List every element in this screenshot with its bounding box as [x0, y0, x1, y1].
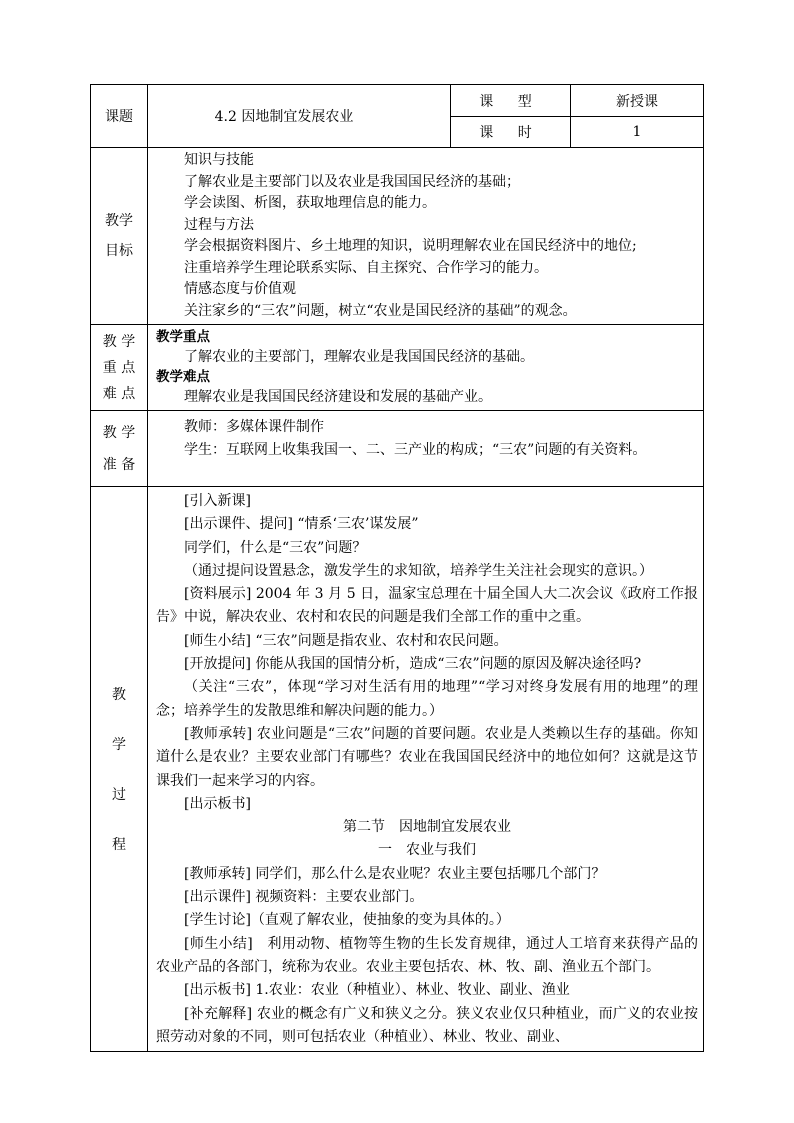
- process-paragraph: 第二节 因地制宜发展农业: [343, 819, 511, 836]
- goals-line: 过程与方法: [184, 216, 254, 233]
- focus-text: 了解农业的主要部门，理解农业是我国国民经济的基础。: [184, 349, 534, 365]
- process-paragraph: [开放提问] 你能从我国的国情分析，造成“三农”问题的原因及解决途径吗?: [184, 656, 642, 673]
- process-paragraph: [出示课件] 视频资料：主要农业部门。: [184, 889, 424, 906]
- prep-teacher: 教师：多媒体课件制作: [184, 419, 324, 435]
- goals-line: 注重培养学生理论联系实际、自主探究、合作学习的能力。: [184, 259, 548, 276]
- process-label-char: 程: [112, 837, 126, 854]
- lesson-title: 4.2 因地制宜发展农业: [148, 85, 451, 148]
- goals-line: 关注家乡的“三农”问题，树立“农业是国民经济的基础”的观念。: [184, 302, 577, 319]
- process-paragraph: （通过提问设置悬念，激发学生的求知欲，培养学生关注社会现实的意识。）: [184, 562, 653, 579]
- process-paragraph: [师生小结] “三农”问题是指农业、农村和农民问题。: [184, 632, 508, 649]
- goals-label-line1: 教学: [105, 213, 133, 229]
- process-paragraph: [出示课件、提问] “情系‘三农’谋发展”: [184, 516, 419, 533]
- goals-line: 学会根据资料图片、乡土地理的知识，说明理解农业在国民经济中的地位;: [184, 238, 637, 254]
- process-paragraph: [师生小结] 利用动物、植物等生物的生长发育规律，通过人工培育来获得产品的农业产品的各部门，统称为农业。农业主要包括农、林、牧、副、渔业五个部门。: [156, 935, 699, 975]
- process-label-char: 过: [112, 787, 126, 804]
- lesson-plan-table: [90, 84, 704, 1052]
- process-body: [156, 490, 698, 1049]
- prep-label-line2: 准 备: [102, 456, 136, 473]
- keypoints-label: [91, 325, 148, 411]
- process-paragraph: [资料展示] 2004 年 3 月 5 日，温家宝总理在十届全国人大二次会议《政府工作报告》中说，解决农业、农村和农民的问题是我们全部工作的重中之重。: [156, 586, 699, 626]
- goals-content: [148, 148, 704, 325]
- process-paragraph: 同学们，什么是“三农”问题？: [184, 539, 367, 556]
- goals-label-line2: 目标: [105, 243, 133, 259]
- process-paragraph: [引入新课]: [184, 493, 251, 509]
- prep-student: 学生：互联网上收集我国一、二、三产业的构成；“三农”问题的有关资料。: [184, 442, 647, 458]
- prep-label-line1: 教 学: [102, 424, 136, 441]
- process-paragraph: [学生讨论]（直观了解农业，使抽象的变为具体的。）: [184, 912, 510, 929]
- goals-label: [91, 148, 148, 325]
- process-content: [148, 487, 704, 1052]
- periods-value: 1: [571, 117, 704, 148]
- process-paragraph: [教师承转] 同学们，那么什么是农业呢？农业主要包括哪几个部门？: [184, 865, 606, 882]
- process-label-char: 学: [112, 737, 126, 754]
- goals-line: 情感态度与价值观: [184, 281, 296, 297]
- keypoints-label-line1: 教 学: [102, 333, 136, 350]
- goals-line: 知识与技能: [184, 152, 254, 168]
- process-label-char: 教: [112, 687, 126, 704]
- process-paragraph: [补充解释] 农业的概念有广义和狭义之分。狭义农业仅只种植业，而广义的农业按照劳动对象的不同，则可包括农业（种植业）、林业、牧业、副业、: [156, 1005, 699, 1045]
- keypoints-label-line2: 重 点: [102, 359, 136, 376]
- keypoints-content: [148, 325, 704, 411]
- process-paragraph: （关注“三农”，体现“学习对生活有用的地理”“学习对终身发展有用的地理”的理念；培养学生的发散思维和解决问题的能力。）: [156, 679, 699, 719]
- lesson-type-label: 课 型: [451, 85, 571, 117]
- lesson-type-value: 新授课: [571, 85, 704, 117]
- topic-label: 课题: [91, 85, 148, 148]
- goals-line: 了解农业是主要部门以及农业是我国国民经济的基础；: [184, 173, 520, 190]
- focus-heading: 教学重点: [156, 329, 210, 345]
- prep-content: [148, 411, 704, 487]
- periods-label: 课 时: [451, 117, 571, 148]
- difficulty-text: 理解农业是我国国民经济建设和发展的基础产业。: [184, 389, 492, 405]
- difficulty-heading: 教学难点: [156, 369, 210, 385]
- process-paragraph: [出示板书] 1.农业：农业（种植业）、林业、牧业、副业、渔业: [184, 982, 570, 999]
- process-paragraph: [出示板书]: [184, 795, 251, 812]
- prep-label: [91, 411, 148, 487]
- process-label: [91, 487, 148, 1052]
- goals-line: 学会读图、析图，获取地理信息的能力。: [184, 195, 436, 211]
- process-paragraph: [教师承转] 农业问题是“三农”问题的首要问题。农业是人类赖以生存的基础。你知道什么是农业？主要农业部门有哪些？农业在我国国民经济中的地位如何？这就是这节课我们一起来学习的内容。: [156, 725, 699, 789]
- keypoints-label-line3: 难 点: [102, 385, 136, 402]
- process-paragraph: 一 农业与我们: [378, 842, 476, 859]
